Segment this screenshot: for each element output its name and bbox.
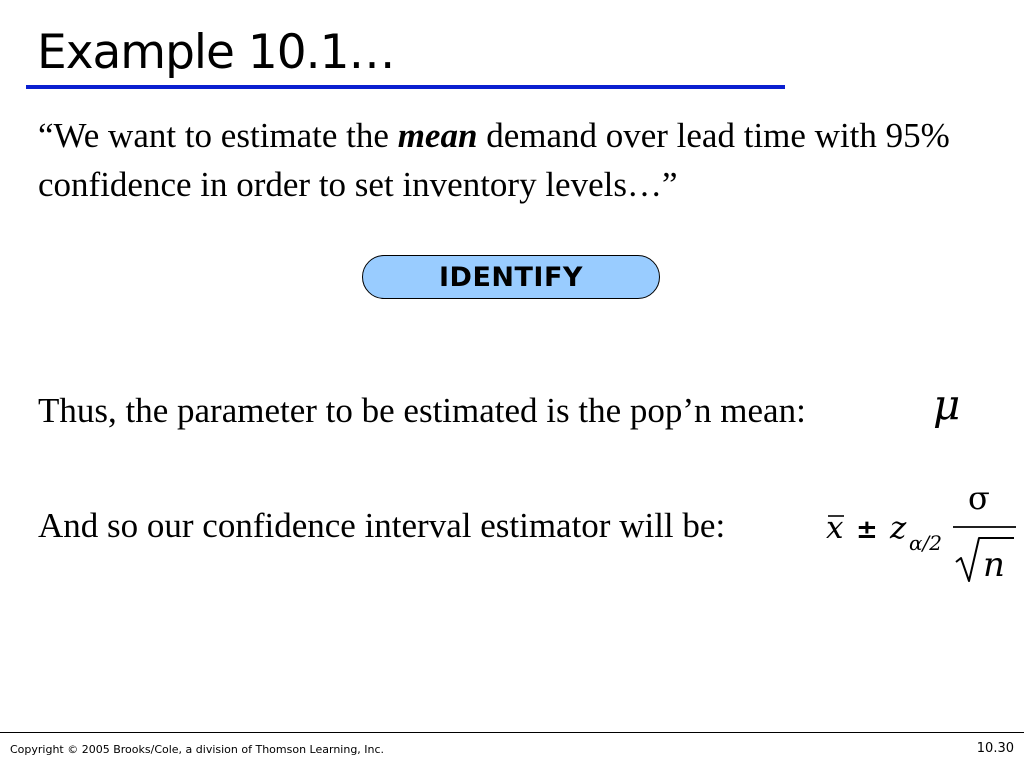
- quote-text-before: “We want to estimate the: [38, 116, 398, 155]
- n-denominator: n: [983, 545, 1005, 585]
- footer-divider: [0, 732, 1024, 733]
- parameter-statement: Thus, the parameter to be estimated is the pop’n mean:: [38, 391, 806, 430]
- xbar-variable: x: [826, 510, 844, 546]
- z-subscript: α/2: [909, 531, 942, 555]
- sigma-numerator: σ: [968, 479, 990, 517]
- quote-emphasis-mean: mean: [397, 116, 478, 155]
- plus-minus-sign: ±: [856, 515, 878, 545]
- quote-text-after: demand over lead time with 95% confidence in order to set inventory levels…”: [38, 116, 950, 204]
- mu-symbol: μ: [933, 380, 961, 429]
- quote-paragraph: [38, 111, 1013, 209]
- confidence-interval-formula: [820, 478, 1020, 588]
- estimator-statement: And so our confidence interval estimator will be:: [38, 506, 726, 545]
- identify-label: IDENTIFY: [439, 261, 583, 293]
- identify-box: [362, 255, 660, 299]
- page-number: 10.30: [976, 741, 1014, 756]
- copyright-text: Copyright © 2005 Brooks/Cole, a division of Thomson Learning, Inc.: [10, 743, 385, 756]
- title-underline: [26, 85, 785, 89]
- z-variable: z: [890, 510, 907, 546]
- slide-title: Example 10.1…: [37, 25, 395, 80]
